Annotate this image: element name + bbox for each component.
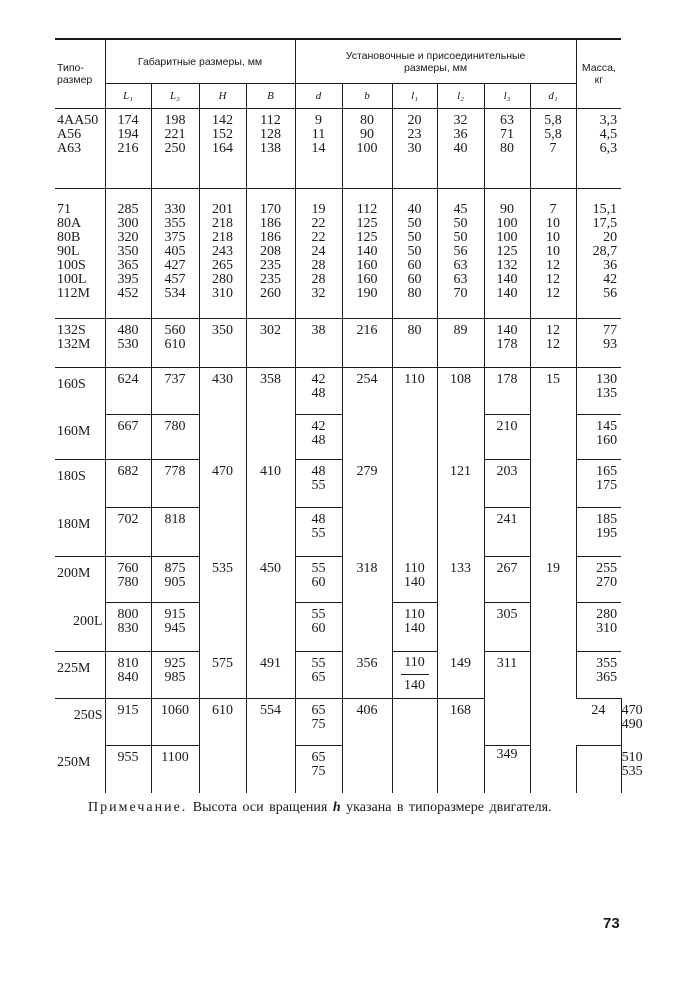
table-row: [55, 557, 621, 603]
cell-l3: 311: [484, 652, 530, 746]
footnote-heading: Примечание.: [88, 800, 188, 815]
cell-L1: 760 780: [105, 557, 151, 603]
cell-l2: 121: [437, 460, 484, 557]
cell-L1: 702: [105, 508, 151, 557]
cell-type: 132S 132М: [55, 319, 105, 368]
cell-type: 225М: [55, 652, 105, 699]
cell-type: 160S: [57, 377, 86, 392]
table-row: 250S 915 1060 610 554 65 75 406 168 24 470 490: [55, 699, 621, 746]
cell-l2: 168: [437, 699, 484, 793]
table-row: [55, 319, 621, 368]
cell-type: 250S: [73, 708, 103, 723]
cell-d: 38: [295, 319, 342, 368]
table-row: [55, 189, 621, 319]
cell-L3: 560 610: [151, 319, 199, 368]
cell-b: 318: [342, 557, 392, 652]
cell-H: 430: [199, 368, 246, 460]
cell-b: 279: [342, 460, 392, 557]
cell-mass: 130 135: [576, 368, 621, 415]
cell-l3: 241: [484, 508, 530, 557]
cell-L1: 667: [105, 415, 151, 460]
cell-H: 350: [199, 319, 246, 368]
cell-d: 55 65: [295, 652, 342, 699]
cell-L3: 737: [151, 368, 199, 415]
cell-l2: 108: [437, 368, 484, 460]
header-col-B: B: [246, 84, 295, 109]
cell-d: 55 60: [295, 557, 342, 603]
cell-d: 42 48: [295, 415, 342, 460]
header-col-l2: l₂: [437, 84, 484, 109]
cell-mass: 77 93: [576, 319, 621, 368]
cell-type: 200L: [55, 603, 105, 652]
cell-L3: 330 355 375 405 427 457 534: [151, 189, 199, 319]
cell-L1: 800 830: [105, 603, 151, 652]
cell-l2: 133: [437, 557, 484, 652]
cell-B: 410: [246, 460, 295, 557]
cell-mass: 255 270: [576, 557, 621, 603]
cell-d1: 7 10 10 10 12 12 12: [530, 189, 576, 319]
cell-d: 9 11 14: [295, 109, 342, 189]
cell-d: 55 60: [295, 603, 342, 652]
header-col-d: d: [295, 84, 342, 109]
cell-l3: 210: [484, 415, 530, 460]
cell-L1: 480 530: [105, 319, 151, 368]
cell-l3: 178: [484, 368, 530, 415]
dimensions-table-container: [55, 38, 643, 793]
cell-l2: 89: [437, 319, 484, 368]
cell-b: 406: [342, 699, 392, 793]
cell-mass: 15,1 17,5 20 28,7 36 42 56: [576, 189, 621, 319]
cell-L3: 198 221 250: [151, 109, 199, 189]
cell-mass: 145 160: [576, 415, 621, 460]
cell-L3: 818: [151, 508, 199, 557]
cell-B: 491: [246, 652, 295, 699]
cell-l3: 63 71 80: [484, 109, 530, 189]
cell-H: 575: [199, 652, 246, 699]
motor-dimensions-table: [55, 38, 643, 793]
header-col-L1: L₁: [105, 84, 151, 109]
cell-mass: 3,3 4,5 6,3: [576, 109, 621, 189]
cell-type: 160М: [55, 415, 105, 460]
cell-L3: 778: [151, 460, 199, 508]
cell-l1: 110 140: [392, 557, 437, 603]
cell-l1: [392, 699, 437, 793]
cell-mass: 355 365: [576, 652, 621, 699]
cell-d: 65 75: [295, 746, 342, 793]
cell-type: 180S: [57, 469, 86, 484]
footnote-text-end: указана в типоразмере двигателя.: [346, 800, 552, 815]
footnote-text-start: Высота оси вращения: [192, 800, 328, 815]
cell-L1: 955: [105, 746, 151, 793]
cell-B: 450: [246, 557, 295, 652]
cell-L1: 915: [105, 699, 151, 746]
cell-mass: 280 310: [576, 603, 621, 652]
cell-l3: 90 100 100 125 132 140 140: [484, 189, 530, 319]
table-row: [55, 368, 621, 415]
cell-b: 80 90 100: [342, 109, 392, 189]
cell-d: 48 55: [295, 508, 342, 557]
cell-L1: 285 300 320 350 365 395 452: [105, 189, 151, 319]
header-col-l3: l₃: [484, 84, 530, 109]
cell-d1: 5,8 5,8 7: [530, 109, 576, 189]
cell-L3: 780: [151, 415, 199, 460]
cell-L1: 174 194 216: [105, 109, 151, 189]
cell-L1: 810 840: [105, 652, 151, 699]
header-col-H: H: [199, 84, 246, 109]
cell-L3: 875 905: [151, 557, 199, 603]
cell-B: 302: [246, 319, 295, 368]
cell-l1: 20 23 30: [392, 109, 437, 189]
cell-l3: 140 178: [484, 319, 530, 368]
cell-d: 42 48: [295, 368, 342, 415]
cell-d1: 15: [530, 368, 576, 557]
cell-L1: 624: [105, 368, 151, 415]
cell-l1: 40 50 50 50 60 60 80: [392, 189, 437, 319]
table-footnote: [88, 800, 552, 816]
cell-B: 358: [246, 368, 295, 460]
cell-L3: 1060: [151, 699, 199, 746]
cell-l1: 110: [392, 368, 437, 557]
footnote-symbol-h: h: [332, 800, 341, 815]
cell-type: 250М: [57, 754, 91, 770]
cell-d: 48 55: [295, 460, 342, 508]
cell-b: 112 125 125 140 160 160 190: [342, 189, 392, 319]
cell-type: 71 80А 80В 90L 100S 100L 112М: [55, 189, 105, 319]
cell-B: 170 186 186 208 235 235 260: [246, 189, 295, 319]
cell-d: 19 22 22 24 28 28 32: [295, 189, 342, 319]
cell-type: 4АА50 А56 А63: [55, 109, 105, 189]
cell-l3: 305: [484, 603, 530, 652]
cell-B: 112 128 138: [246, 109, 295, 189]
cell-type: 180М: [55, 508, 105, 557]
cell-mass: 165 175: [576, 460, 621, 508]
cell-l3: 267: [484, 557, 530, 603]
cell-l1: 80: [392, 319, 437, 368]
cell-L3: 1100: [151, 746, 199, 793]
header-type: Типо- размер: [55, 39, 105, 109]
cell-mass: 185 195: [576, 508, 621, 557]
cell-H: 201 218 218 243 265 280 310: [199, 189, 246, 319]
header-overall-dimensions: Габаритные размеры, мм: [105, 39, 295, 84]
l1-value-top: 110: [401, 656, 429, 675]
cell-l1: 110 140: [392, 603, 437, 652]
cell-H: 470: [199, 460, 246, 557]
header-mounting-dimensions: Установочные и присоединительные размеры, мм: [295, 39, 576, 84]
cell-l2: 45 50 50 56 63 63 70: [437, 189, 484, 319]
header-col-b: b: [342, 84, 392, 109]
cell-b: 254: [342, 368, 392, 460]
cell-b: 216: [342, 319, 392, 368]
header-col-L3: L₃: [151, 84, 199, 109]
cell-l3: 349: [484, 746, 530, 793]
table-row: 250М 955 1100 65 75 349 510 535: [55, 746, 621, 793]
page-number: 73: [603, 915, 620, 932]
cell-d1: 12 12: [530, 319, 576, 368]
cell-L3: 915 945: [151, 603, 199, 652]
cell-H: 610: [199, 699, 246, 793]
cell-d1: [576, 746, 621, 793]
cell-l3: 203: [484, 460, 530, 508]
cell-type: 200М: [57, 566, 91, 581]
table-row: [55, 109, 621, 189]
header-col-l1: l₁: [392, 84, 437, 109]
header-mass: Масса, кг: [576, 39, 621, 109]
cell-H: 535: [199, 557, 246, 652]
cell-H: 142 152 164: [199, 109, 246, 189]
cell-B: 554: [246, 699, 295, 793]
cell-d: 65 75: [295, 699, 342, 746]
cell-L3: 925 985: [151, 652, 199, 699]
cell-l1: [392, 652, 437, 699]
l1-value-bottom: 140: [404, 678, 426, 693]
cell-b: 356: [342, 652, 392, 699]
cell-l2: 32 36 40: [437, 109, 484, 189]
cell-d1: 24: [576, 699, 621, 746]
cell-d1: 19: [530, 557, 576, 793]
cell-L1: 682: [105, 460, 151, 508]
cell-l2: 149: [437, 652, 484, 699]
header-col-d1: d₁: [530, 84, 576, 109]
